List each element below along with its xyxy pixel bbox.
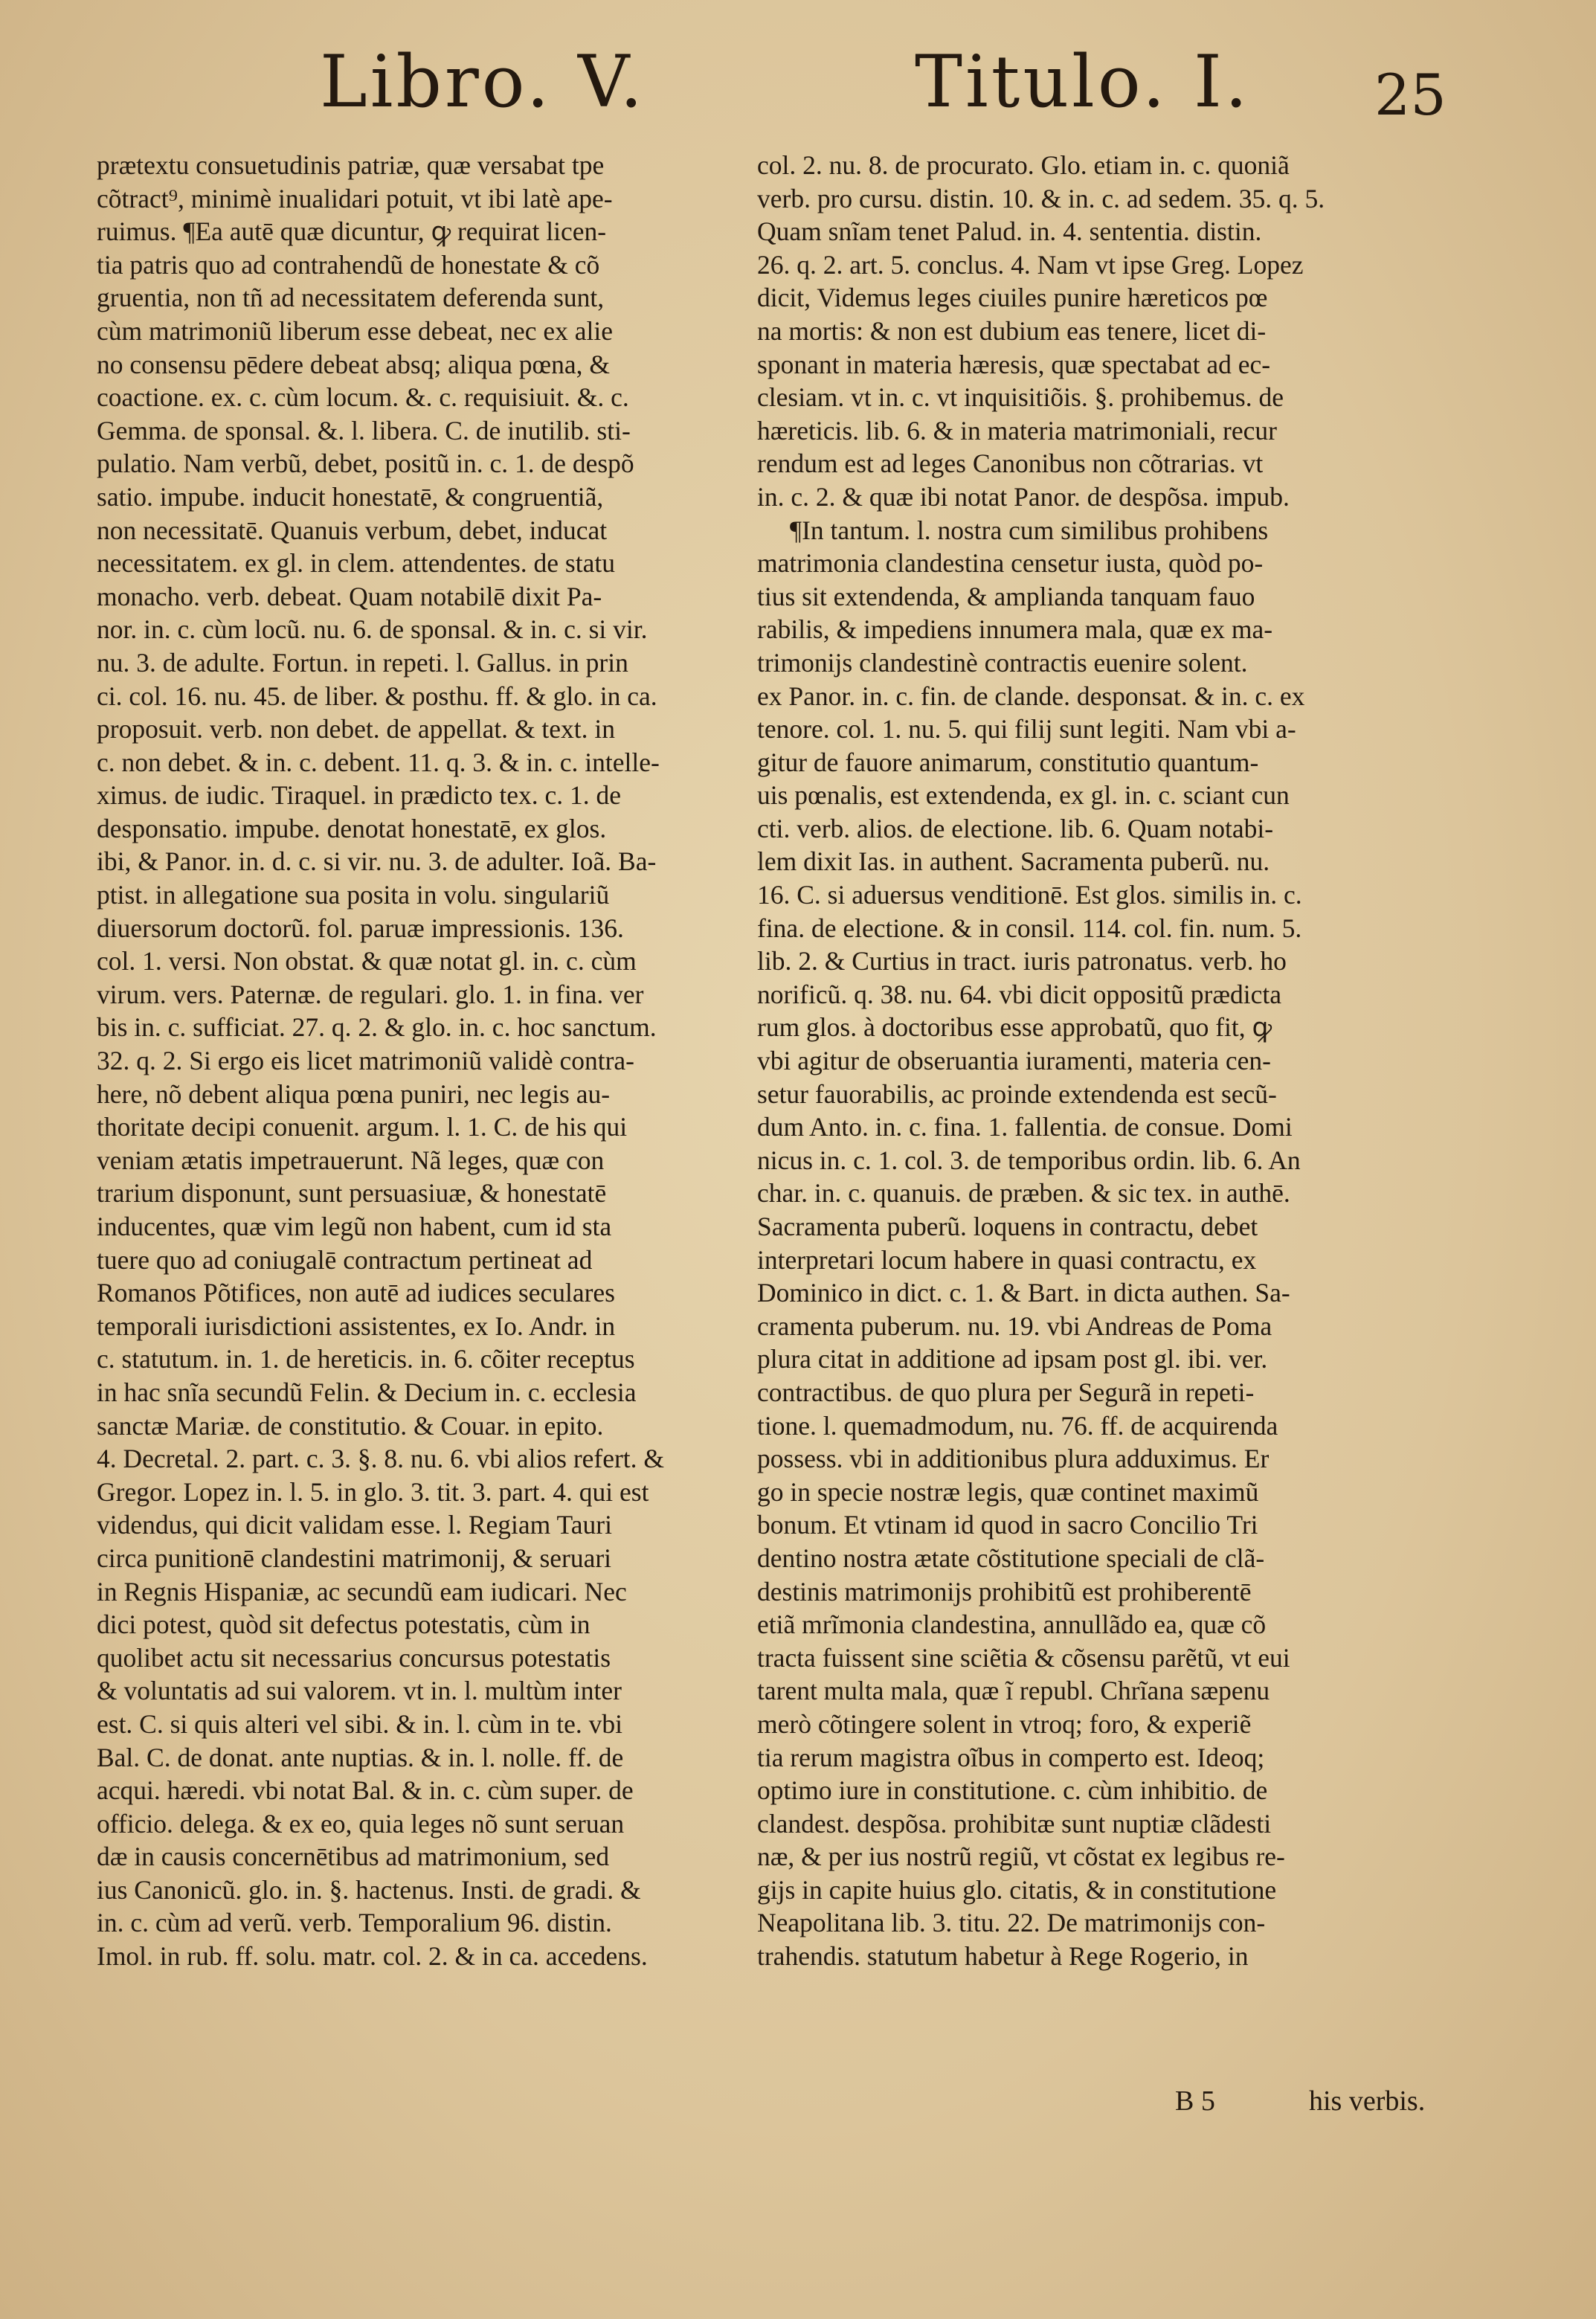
text-line: na mortis: & non est dubium eas tenere, licet di-	[757, 315, 1267, 346]
text-line: ximus. de iudic. Tiraquel. in prædicto tex. c. 1. de	[97, 780, 621, 811]
text-line: vbi agitur de obseruantia iuramenti, materia cen-	[757, 1046, 1271, 1076]
text-line: proposuit. verb. non debet. de appellat. & text. in	[97, 714, 616, 744]
text-line: cti. verb. alios. de electione. lib. 6. Quam notabi-	[757, 813, 1274, 843]
text-line: fina. de electione. & in consil. 114. col. fin. num. 5.	[757, 913, 1302, 943]
running-head-title: Titulo. I.	[915, 40, 1251, 123]
text-line: in. c. 2. & quæ ibi notat Panor. de despõsa. impub.	[757, 481, 1290, 512]
text-line: plura citat in additione ad ipsam post gl. ibi. ver.	[757, 1344, 1268, 1374]
text-line: rum glos. à doctoribus esse approbatũ, quo fit, ꝙ	[757, 1012, 1272, 1043]
text-line: gruentia, non tñ ad necessitatem deferenda sunt,	[97, 283, 605, 313]
text-line: tenore. col. 1. nu. 5. qui filij sunt legiti. Nam vbi a-	[757, 714, 1296, 744]
text-line: tia patris quo ad contrahendũ de honestate & cõ	[97, 249, 600, 280]
text-line: thoritate decipi conuenit. argum. l. 1. C. de his qui	[97, 1112, 628, 1142]
text-line: dici potest, quòd sit defectus potestatis, cùm in	[97, 1609, 591, 1640]
text-line: gijs in capite huius glo. citatis, & in constitutione	[757, 1874, 1277, 1905]
text-line: 26. q. 2. art. 5. conclus. 4. Nam vt ipse Greg. Lopez	[757, 249, 1304, 280]
text-line: Imol. in rub. ff. solu. matr. col. 2. & in ca. accedens.	[97, 1941, 648, 1972]
catchword: his verbis.	[1309, 2085, 1426, 2117]
text-line: clandest. despõsa. prohibitæ sunt nuptiæ clãdesti	[757, 1808, 1272, 1839]
text-line: destinis matrimonijs prohibitũ est prohiberentē	[757, 1576, 1252, 1606]
text-line: est. C. si quis alteri vel sibi. & in. l. cùm in te. vbi	[97, 1708, 622, 1739]
text-line: næ, & per ius nostrũ regiũ, vt cõstat ex legibus re-	[757, 1842, 1285, 1872]
text-line: go in specie nostræ legis, quæ continet maximũ	[757, 1476, 1259, 1507]
text-line: ptist. in allegatione sua posita in volu. singulariũ	[97, 880, 610, 910]
text-line: in hac snĩa secundũ Felin. & Decium in. c. ecclesia	[97, 1377, 637, 1407]
text-line: in Regnis Hispaniæ, ac secundũ eam iudicari. Nec	[97, 1576, 627, 1606]
page-number: 25	[1374, 62, 1447, 128]
text-line: tarent multa mala, quæ ĩ republ. Chrĩana sæpenu	[757, 1676, 1270, 1706]
page-footer	[1175, 2085, 1443, 2122]
text-line: dæ in causis concernētibus ad matrimonium, sed	[97, 1842, 610, 1872]
text-line: Gregor. Lopez in. l. 5. in glo. 3. tit. 3. part. 4. qui est	[97, 1476, 649, 1507]
text-line: nicus in. c. 1. col. 3. de temporibus ordin. lib. 6. An	[757, 1145, 1301, 1175]
text-line: setur fauorabilis, ac proinde extendenda est secũ-	[757, 1078, 1277, 1109]
right-text-column	[757, 149, 1426, 1973]
text-line: hæreticis. lib. 6. & in materia matrimoniali, recur	[757, 415, 1277, 446]
text-line: coactione. ex. c. cùm locum. &. c. requisiuit. &. c.	[97, 382, 629, 413]
text-line: col. 1. versi. Non obstat. & quæ notat gl. in. c. cùm	[97, 946, 637, 977]
text-line: prætextu consuetudinis patriæ, quæ versabat tpe	[97, 150, 605, 180]
text-line: tius sit extendenda, & amplianda tanquam fauo	[757, 581, 1255, 611]
text-line: bis in. c. sufficiat. 27. q. 2. & glo. in. c. hoc sanctum.	[97, 1012, 657, 1043]
text-line: non necessitatē. Quanuis verbum, debet, inducat	[97, 515, 608, 545]
text-line: Sacramenta puberũ. loquens in contractu, debet	[757, 1212, 1258, 1241]
text-line: & voluntatis ad sui valorem. vt in. l. multùm inter	[97, 1676, 622, 1706]
text-line: bonum. Et vtinam id quod in sacro Concilio Tri	[757, 1510, 1258, 1540]
text-line: Bal. C. de donat. ante nuptias. & in. l. nolle. ff. de	[97, 1742, 624, 1772]
text-line: uis pœnalis, est extendenda, ex gl. in. c. sciant cun	[757, 780, 1290, 811]
text-line: desponsatio. impube. denotat honestatē, ex glos.	[97, 813, 607, 843]
text-line: lib. 2. & Curtius in tract. iuris patronatus. verb. ho	[757, 946, 1287, 977]
text-line: ius Canonicũ. glo. in. §. hactenus. Insti. de gradi. &	[97, 1874, 641, 1905]
text-line: 4. Decretal. 2. part. c. 3. §. 8. nu. 6. vbi alios refert. &	[97, 1444, 665, 1474]
text-line: videndus, qui dicit validam esse. l. Regiam Tauri	[97, 1510, 612, 1540]
text-line: veniam ætatis impetrauerunt. Nã leges, quæ con	[97, 1145, 605, 1175]
text-line: rabilis, & impediens innumera mala, quæ ex ma-	[757, 614, 1273, 645]
text-line: norificũ. q. 38. nu. 64. vbi dicit oppositũ prædicta	[757, 979, 1281, 1009]
text-line: Gemma. de sponsal. &. l. libera. C. de inutilib. sti-	[97, 415, 631, 446]
text-line: optimo iure in constitutione. c. cùm inhibitio. de	[757, 1775, 1268, 1806]
text-line: cramenta puberum. nu. 19. vbi Andreas de Poma	[757, 1310, 1272, 1341]
text-line: trahendis. statutum habetur à Rege Rogerio, in	[757, 1941, 1249, 1972]
text-line: dum Anto. in. c. fina. 1. fallentia. de consue. Domi	[757, 1112, 1293, 1142]
text-line: monacho. verb. debeat. Quam notabilē dixit Pa-	[97, 581, 602, 611]
text-line: satio. impube. inducit honestatē, & congruentiã,	[97, 481, 604, 512]
text-line: cõtract⁹, minimè inualidari potuit, vt ibi latè ape-	[97, 183, 613, 213]
text-line: nor. in. c. cùm locũ. nu. 6. de sponsal. & in. c. si vir.	[97, 614, 648, 645]
running-head-book: Libro. V.	[320, 40, 646, 123]
text-line: trimonijs clandestinè contractis euenire solent.	[757, 647, 1248, 678]
signature-mark: B 5	[1175, 2085, 1215, 2117]
text-line: Romanos Põtifices, non autē ad iudices seculares	[97, 1278, 615, 1308]
text-line: tione. l. quemadmodum, nu. 76. ff. de acquirenda	[757, 1410, 1278, 1441]
text-line: ex Panor. in. c. fin. de clande. desponsat. & in. c. ex	[757, 681, 1305, 711]
text-line: nu. 3. de adulte. Fortun. in repeti. l. Gallus. in prin	[97, 647, 628, 678]
text-line: inducentes, quæ vim legũ non habent, cum id sta	[97, 1212, 612, 1241]
text-line: Dominico in dict. c. 1. & Bart. in dicta authen. Sa-	[757, 1278, 1290, 1308]
text-line: here, nõ debent aliqua pœna puniri, nec legis au-	[97, 1078, 611, 1109]
text-line: ibi, & Panor. in. d. c. si vir. nu. 3. de adulter. Ioã. Ba-	[97, 846, 657, 877]
text-line: c. statutum. in. 1. de hereticis. in. 6. cõiter receptus	[97, 1344, 635, 1374]
text-line: contractibus. de quo plura per Segurã in repeti-	[757, 1377, 1255, 1407]
text-line: acqui. hæredi. vbi notat Bal. & in. c. cùm super. de	[97, 1775, 634, 1806]
text-line: in. c. cùm ad verũ. verb. Temporalium 96. distin.	[97, 1908, 612, 1938]
text-line: circa punitionē clandestini matrimonij, & seruari	[97, 1543, 612, 1573]
text-line: Quam snĩam tenet Palud. in. 4. sententia. distin.	[757, 216, 1262, 247]
text-line: ¶In tantum. l. nostra cum similibus prohibens	[790, 515, 1269, 545]
text-line: matrimonia clandestina censetur iusta, quòd po-	[757, 548, 1264, 579]
text-line: verb. pro cursu. distin. 10. & in. c. ad sedem. 35. q. 5.	[757, 183, 1325, 213]
text-line: gitur de fauore animarum, constitutio quantum-	[757, 747, 1259, 777]
text-line: Neapolitana lib. 3. titu. 22. De matrimonijs con-	[757, 1908, 1266, 1938]
text-line: officio. delega. & ex eo, quia leges nõ sunt seruan	[97, 1808, 625, 1839]
text-line: virum. vers. Paternæ. de regulari. glo. 1. in fina. ver	[97, 979, 644, 1009]
text-line: cùm matrimoniũ liberum esse debeat, nec ex alie	[97, 315, 613, 346]
text-line: col. 2. nu. 8. de procurato. Glo. etiam in. c. quoniã	[757, 150, 1290, 180]
text-line: 16. C. si aduersus venditionē. Est glos. similis in. c.	[757, 880, 1302, 910]
text-line: rendum est ad leges Canonibus non cõtrarias. vt	[757, 448, 1264, 479]
text-line: etiã mrĩmonia clandestina, annullãdo ea, quæ cõ	[757, 1609, 1267, 1640]
text-line: char. in. c. quanuis. de præben. & sic tex. in authē.	[757, 1178, 1290, 1209]
text-line: sanctæ Mariæ. de constitutio. & Couar. in epito.	[97, 1410, 604, 1441]
text-line: diuersorum doctorũ. fol. paruæ impressionis. 136.	[97, 913, 624, 943]
text-line: no consensu pēdere debeat absq; aliqua pœna, &	[97, 349, 611, 379]
text-line: ruimus. ¶Ea autē quæ dicuntur, ꝙ requirat licen-	[97, 216, 607, 247]
text-line: merò cõtingere solent in vtroq; foro, & experiẽ	[757, 1708, 1252, 1739]
text-line: 32. q. 2. Si ergo eis licet matrimoniũ validè contra-	[97, 1046, 634, 1076]
text-line: interpretari locum habere in quasi contractu, ex	[757, 1244, 1257, 1275]
text-line: necessitatem. ex gl. in clem. attendentes. de statu	[97, 548, 615, 579]
text-line: dicit, Videmus leges ciuiles punire hæreticos pœ	[757, 283, 1268, 313]
text-line: possess. vbi in additionibus plura adduximus. Er	[757, 1444, 1270, 1474]
text-line: dentino nostra ætate cõstitutione speciali de clã-	[757, 1543, 1265, 1573]
text-line: tracta fuissent sine sciẽtia & cõsensu parẽtũ, vt eui	[757, 1642, 1290, 1673]
text-line: c. non debet. & in. c. debent. 11. q. 3. & in. c. intelle-	[97, 747, 660, 777]
text-line: tia rerum magistra oĩbus in comperto est. Ideoq;	[757, 1742, 1265, 1772]
text-line: sponant in materia hæresis, quæ spectabat ad ec-	[757, 349, 1271, 379]
text-line: lem dixit Ias. in authent. Sacramenta puberũ. nu.	[757, 846, 1270, 877]
text-line: temporali iurisdictioni assistentes, ex Io. Andr. in	[97, 1310, 616, 1341]
left-text-column	[97, 149, 766, 1973]
text-line: trarium disponunt, sunt persuasiuæ, & honestatē	[97, 1178, 607, 1209]
text-line: ci. col. 16. nu. 45. de liber. & posthu. ff. & glo. in ca.	[97, 681, 657, 711]
text-line: quolibet actu sit necessarius concursus potestatis	[97, 1642, 611, 1673]
text-line: tuere quo ad coniugalē contractum pertineat ad	[97, 1244, 593, 1275]
text-line: clesiam. vt in. c. vt inquisitiõis. §. prohibemus. de	[757, 382, 1284, 413]
text-line: pulatio. Nam verbũ, debet, positũ in. c. 1. de despõ	[97, 448, 634, 479]
